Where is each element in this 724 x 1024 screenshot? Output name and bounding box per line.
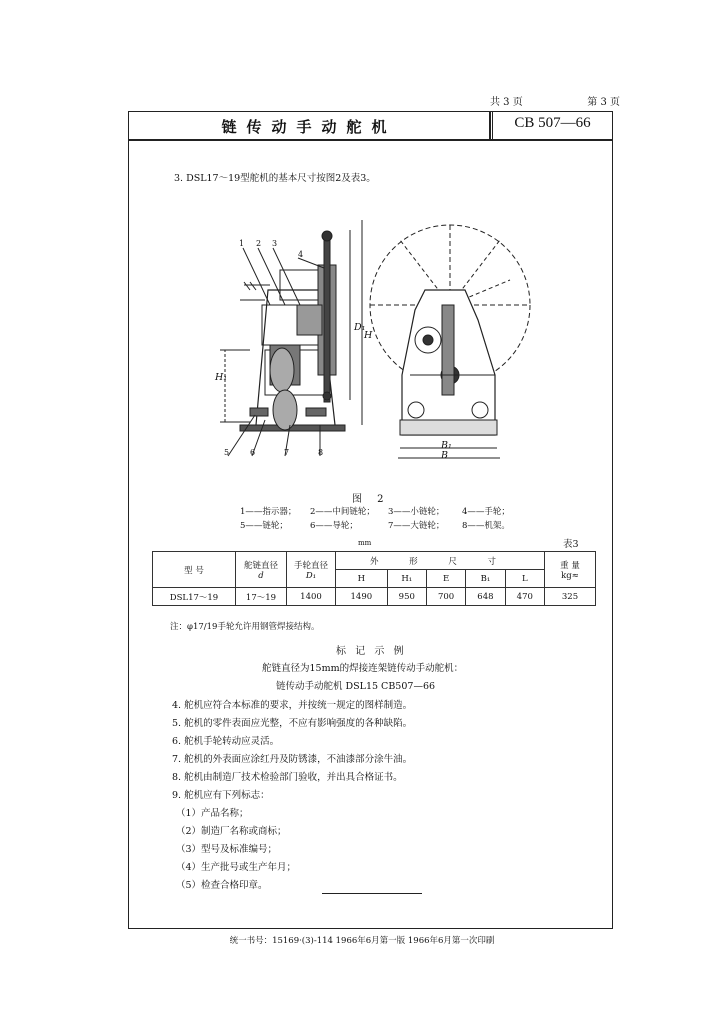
- callout-5: 5: [224, 448, 230, 457]
- callout-7: 7: [284, 448, 290, 457]
- header-weight: 重 量 kg≈: [545, 552, 596, 588]
- legend-item-2: 2——中间链轮；: [310, 507, 375, 517]
- legend-item-3: 3——小链轮；: [388, 507, 445, 517]
- dimension-table: [152, 551, 596, 606]
- dim-h: H: [364, 330, 373, 341]
- cell-wheel-dia: 1400: [287, 588, 336, 606]
- example-line-1: 舵链直径为15mm的焊接连架链传动手动舵机：: [262, 663, 464, 674]
- publication-info: 统一书号：15169·(3)-114 1966年6月第一版 1966年6月第一次印刷: [229, 936, 495, 946]
- header-wheel-dia: 手轮直径 D₁: [287, 552, 336, 588]
- table-label: 表3: [563, 539, 579, 550]
- example-heading: 标 记 示 例: [336, 646, 407, 657]
- callout-6: 6: [250, 448, 256, 457]
- header-chain-dia: 舵链直径 d: [236, 552, 287, 588]
- table-row: [153, 588, 596, 606]
- legend-item-1: 1——指示器；: [240, 507, 297, 517]
- cell-h1: 950: [387, 588, 426, 606]
- clause-5: 5. 舵机的零件表面应光整，不应有影响强度的各种缺陷。: [172, 718, 413, 729]
- clause-6: 6. 舵机手轮转动应灵活。: [172, 736, 280, 747]
- cell-weight: 325: [545, 588, 596, 606]
- callout-4: 4: [298, 250, 304, 259]
- title-block: [129, 112, 612, 141]
- header-outline: 外 形 尺 寸: [336, 552, 545, 570]
- cell-e: 700: [426, 588, 465, 606]
- clause-4: 4. 舵机应符合本标准的要求，并按统一规定的图样制造。: [172, 700, 413, 711]
- legend-item-8: 8——机架。: [462, 521, 510, 531]
- intro-paragraph: 3. DSL17～19型舵机的基本尺寸按图2及表3。: [174, 173, 376, 184]
- end-rule: [322, 893, 422, 894]
- header-e: E: [426, 570, 465, 588]
- cell-b1: 648: [466, 588, 505, 606]
- legend-item-7: 7——大链轮；: [388, 521, 445, 531]
- table-note: 注：φ17/19手轮允许用钢管焊接结构。: [170, 622, 320, 632]
- callout-2: 2: [256, 239, 262, 248]
- total-pages: 共 3 页: [490, 97, 523, 108]
- header-h: H: [336, 570, 388, 588]
- clause-9: 9. 舵机应有下列标志：: [172, 790, 270, 801]
- callout-3: 3: [272, 239, 278, 248]
- front-view: [370, 225, 530, 458]
- header-model: 型 号: [153, 552, 236, 588]
- cell-l: 470: [505, 588, 544, 606]
- legend-item-6: 6——导轮；: [310, 521, 358, 531]
- document-title: 链传动手动舵机: [221, 118, 397, 136]
- cell-h: 1490: [336, 588, 388, 606]
- header-l: L: [505, 570, 544, 588]
- legend-item-5: 5——链轮；: [240, 521, 288, 531]
- side-view: [220, 220, 362, 456]
- dim-b1: B₁: [441, 440, 452, 451]
- mark-item-4: （4）生产批号或生产年月；: [176, 862, 297, 873]
- dim-d1: D₁: [354, 322, 366, 333]
- dim-h1: H₁: [215, 372, 228, 383]
- clause-7: 7. 舵机的外表面应涂红丹及防锈漆，不油漆部分涂牛油。: [172, 754, 413, 765]
- table-unit: mm: [358, 539, 372, 547]
- clause-8: 8. 舵机由制造厂技术检验部门验收，并出具合格证书。: [172, 772, 403, 783]
- figure-caption: 图 2: [352, 494, 390, 505]
- cell-model: DSL17～19: [153, 588, 236, 606]
- mark-item-2: （2）制造厂名称或商标；: [176, 826, 287, 837]
- example-line-2: 链传动手动舵机 DSL15 CB507—66: [276, 681, 436, 692]
- mark-item-1: （1）产品名称；: [176, 808, 249, 819]
- cell-chain-dia: 17～19: [236, 588, 287, 606]
- callout-8: 8: [318, 448, 324, 457]
- legend-item-4: 4——手轮；: [462, 507, 510, 517]
- header-b1: B₁: [466, 570, 505, 588]
- header-h1: H₁: [387, 570, 426, 588]
- mark-item-3: （3）型号及标准编号；: [176, 844, 278, 855]
- standard-code: CB 507—66: [514, 115, 591, 131]
- steering-gear-drawing: [210, 210, 540, 466]
- callout-1: 1: [239, 239, 245, 248]
- page-counter: [490, 93, 620, 108]
- mark-item-5: （5）检查合格印章。: [176, 880, 268, 891]
- dim-b: B: [441, 450, 448, 461]
- current-page: 第 3 页: [587, 97, 620, 108]
